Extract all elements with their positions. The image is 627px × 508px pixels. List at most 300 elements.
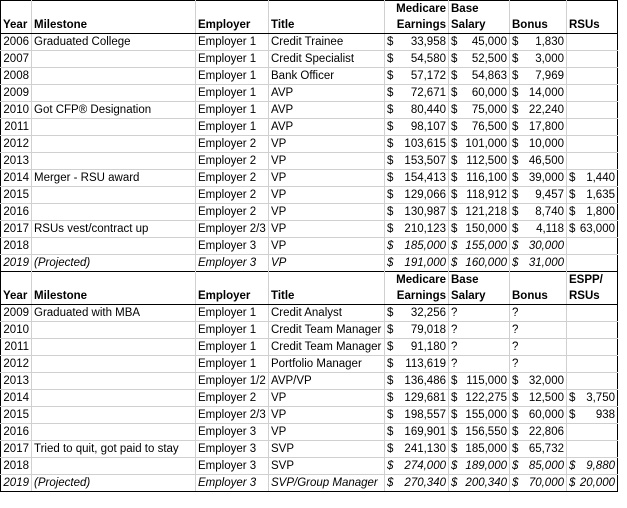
year-cell: 2012 bbox=[1, 356, 32, 373]
year-cell: 2006 bbox=[1, 34, 32, 51]
table-row bbox=[1, 305, 618, 322]
currency-symbol: $ bbox=[512, 392, 519, 404]
earnings-cell bbox=[385, 204, 449, 221]
title-cell: AVP/VP bbox=[269, 373, 385, 390]
amount-value: 7,969 bbox=[535, 70, 564, 82]
header-cell bbox=[269, 272, 385, 289]
currency-symbol: $ bbox=[512, 375, 519, 387]
table-row bbox=[1, 238, 618, 255]
amount-value: 54,863 bbox=[471, 70, 507, 82]
amount-value: 118,912 bbox=[466, 189, 507, 201]
earnings-cell bbox=[385, 119, 449, 136]
employer-cell: Employer 1/2 bbox=[196, 373, 269, 390]
header-base: Salary bbox=[449, 288, 510, 305]
amount-value: 12,500 bbox=[528, 392, 564, 404]
currency-symbol: $ bbox=[387, 358, 394, 370]
amount-value: 79,018 bbox=[410, 324, 446, 336]
amount-value: 136,486 bbox=[404, 375, 446, 387]
header-cell bbox=[1, 1, 32, 18]
currency-symbol: $ bbox=[387, 375, 394, 387]
currency-symbol: $ bbox=[512, 460, 519, 472]
table-row bbox=[1, 204, 618, 221]
milestone-cell bbox=[32, 322, 196, 339]
salary-cell bbox=[449, 458, 510, 475]
currency-symbol: $ bbox=[512, 70, 519, 82]
year-cell: 2015 bbox=[1, 187, 32, 204]
employer-cell: Employer 1 bbox=[196, 68, 269, 85]
table-row bbox=[1, 221, 618, 238]
amount-value: 198,557 bbox=[404, 409, 446, 421]
earnings-cell bbox=[385, 187, 449, 204]
earnings-cell bbox=[385, 34, 449, 51]
currency-symbol: $ bbox=[512, 36, 519, 48]
amount-value: 22,806 bbox=[528, 426, 564, 438]
currency-symbol: $ bbox=[569, 189, 576, 201]
header-cell bbox=[32, 272, 196, 289]
milestone-cell bbox=[32, 68, 196, 85]
amount-value: 85,000 bbox=[528, 460, 564, 472]
header-base-top: Base bbox=[449, 1, 510, 18]
rsus-cell bbox=[567, 34, 618, 51]
header-medicare: Earnings bbox=[385, 288, 449, 305]
currency-symbol: $ bbox=[387, 87, 394, 99]
bonus-cell bbox=[510, 170, 567, 187]
year-cell: 2009 bbox=[1, 305, 32, 322]
year-cell: 2016 bbox=[1, 424, 32, 441]
rsus-cell bbox=[567, 407, 618, 424]
currency-symbol: $ bbox=[512, 257, 519, 269]
title-cell: Credit Team Manager bbox=[269, 339, 385, 356]
earnings-cell bbox=[385, 458, 449, 475]
year-cell: 2016 bbox=[1, 204, 32, 221]
amount-value: 155,000 bbox=[465, 409, 507, 421]
table-row bbox=[1, 339, 618, 356]
title-cell: SVP/Group Manager bbox=[269, 475, 385, 492]
milestone-cell: RSUs vest/contract up bbox=[32, 221, 196, 238]
currency-symbol: $ bbox=[451, 409, 458, 421]
title-cell: VP bbox=[269, 407, 385, 424]
header-cell bbox=[196, 1, 269, 18]
bonus-cell bbox=[510, 119, 567, 136]
bonus-cell bbox=[510, 204, 567, 221]
year-cell: 2017 bbox=[1, 221, 32, 238]
rsus-cell bbox=[567, 170, 618, 187]
table-row bbox=[1, 51, 618, 68]
currency-symbol: $ bbox=[451, 443, 458, 455]
rsus-cell bbox=[567, 187, 618, 204]
currency-symbol: $ bbox=[512, 121, 519, 133]
rsus-cell bbox=[567, 373, 618, 390]
amount-value: 54,580 bbox=[410, 53, 446, 65]
earnings-cell bbox=[385, 390, 449, 407]
bonus-cell: ? bbox=[510, 339, 567, 356]
milestone-cell bbox=[32, 407, 196, 424]
milestone-cell: (Projected) bbox=[32, 255, 196, 272]
employer-cell: Employer 1 bbox=[196, 85, 269, 102]
title-cell: Bank Officer bbox=[269, 68, 385, 85]
employer-cell: Employer 3 bbox=[196, 255, 269, 272]
earnings-cell bbox=[385, 136, 449, 153]
table-row bbox=[1, 68, 618, 85]
title-cell: Credit Analyst bbox=[269, 305, 385, 322]
year-cell: 2014 bbox=[1, 170, 32, 187]
earnings-cell bbox=[385, 85, 449, 102]
amount-value: 150,000 bbox=[465, 223, 507, 235]
amount-value: 160,000 bbox=[465, 257, 507, 269]
title-cell: VP bbox=[269, 204, 385, 221]
rsus-cell bbox=[567, 305, 618, 322]
employer-cell: Employer 2 bbox=[196, 390, 269, 407]
year-cell: 2008 bbox=[1, 68, 32, 85]
employer-cell: Employer 1 bbox=[196, 119, 269, 136]
amount-value: 241,130 bbox=[404, 443, 446, 455]
year-cell: 2010 bbox=[1, 102, 32, 119]
amount-value: 20,000 bbox=[579, 477, 615, 489]
amount-value: 46,500 bbox=[528, 155, 564, 167]
milestone-cell bbox=[32, 136, 196, 153]
employer-cell: Employer 2/3 bbox=[196, 407, 269, 424]
header-cell bbox=[269, 1, 385, 18]
amount-value: 156,550 bbox=[465, 426, 507, 438]
amount-value: 1,800 bbox=[586, 206, 615, 218]
rsus-cell bbox=[567, 356, 618, 373]
salary-cell bbox=[449, 68, 510, 85]
employer-cell: Employer 1 bbox=[196, 34, 269, 51]
rsus-cell bbox=[567, 424, 618, 441]
milestone-cell: Graduated College bbox=[32, 34, 196, 51]
earnings-cell bbox=[385, 221, 449, 238]
title-cell: VP bbox=[269, 238, 385, 255]
currency-symbol: $ bbox=[387, 155, 394, 167]
header-cell bbox=[1, 272, 32, 289]
currency-symbol: $ bbox=[569, 206, 576, 218]
header-cell bbox=[32, 1, 196, 18]
amount-value: 60,000 bbox=[471, 87, 507, 99]
employer-cell: Employer 3 bbox=[196, 424, 269, 441]
rsus-cell bbox=[567, 102, 618, 119]
earnings-cell bbox=[385, 51, 449, 68]
salary-cell bbox=[449, 390, 510, 407]
rsus-cell bbox=[567, 441, 618, 458]
earnings-cell bbox=[385, 356, 449, 373]
currency-symbol: $ bbox=[387, 324, 394, 336]
currency-symbol: $ bbox=[569, 477, 576, 489]
currency-symbol: $ bbox=[569, 392, 576, 404]
amount-value: 80,440 bbox=[410, 104, 446, 116]
table-row bbox=[1, 390, 618, 407]
currency-symbol: $ bbox=[387, 341, 394, 353]
amount-value: 4,118 bbox=[536, 223, 564, 235]
rsus-cell bbox=[567, 339, 618, 356]
salary-cell bbox=[449, 51, 510, 68]
header-cell bbox=[510, 272, 567, 289]
bonus-cell bbox=[510, 85, 567, 102]
currency-symbol: $ bbox=[512, 223, 519, 235]
milestone-cell: Merger - RSU award bbox=[32, 170, 196, 187]
bonus-cell bbox=[510, 255, 567, 272]
currency-symbol: $ bbox=[451, 206, 458, 218]
earnings-cell bbox=[385, 407, 449, 424]
amount-value: 1,440 bbox=[586, 172, 615, 184]
amount-value: 76,500 bbox=[471, 121, 507, 133]
currency-symbol: $ bbox=[512, 189, 519, 201]
amount-value: 17,800 bbox=[528, 121, 564, 133]
bonus-cell bbox=[510, 373, 567, 390]
bonus-cell bbox=[510, 187, 567, 204]
employer-cell: Employer 3 bbox=[196, 475, 269, 492]
salary-cell bbox=[449, 407, 510, 424]
currency-symbol: $ bbox=[569, 409, 576, 421]
salary-cell: ? bbox=[449, 339, 510, 356]
milestone-cell bbox=[32, 238, 196, 255]
amount-value: 200,340 bbox=[465, 477, 507, 489]
salary-cell bbox=[449, 136, 510, 153]
salary-cell: ? bbox=[449, 322, 510, 339]
year-cell: 2015 bbox=[1, 407, 32, 424]
amount-value: 31,000 bbox=[528, 257, 564, 269]
employer-cell: Employer 1 bbox=[196, 356, 269, 373]
rsus-cell bbox=[567, 204, 618, 221]
milestone-cell: (Projected) bbox=[32, 475, 196, 492]
table-row bbox=[1, 322, 618, 339]
currency-symbol: $ bbox=[451, 70, 458, 82]
currency-symbol: $ bbox=[512, 172, 519, 184]
amount-value: 274,000 bbox=[404, 460, 446, 472]
table-row bbox=[1, 102, 618, 119]
rsus-cell bbox=[567, 85, 618, 102]
employer-cell: Employer 2 bbox=[196, 204, 269, 221]
employer-cell: Employer 1 bbox=[196, 305, 269, 322]
header-cell bbox=[510, 1, 567, 18]
employer-cell: Employer 1 bbox=[196, 102, 269, 119]
currency-symbol: $ bbox=[512, 155, 519, 167]
table-row bbox=[1, 441, 618, 458]
amount-value: 30,000 bbox=[528, 240, 564, 252]
title-cell: VP bbox=[269, 153, 385, 170]
amount-value: 169,901 bbox=[404, 426, 446, 438]
currency-symbol: $ bbox=[387, 206, 394, 218]
title-cell: Portfolio Manager bbox=[269, 356, 385, 373]
milestone-cell: Got CFP® Designation bbox=[32, 102, 196, 119]
rsus-cell bbox=[567, 221, 618, 238]
header-employer: Employer bbox=[196, 288, 269, 305]
title-cell: VP bbox=[269, 187, 385, 204]
salary-cell bbox=[449, 475, 510, 492]
year-cell: 2011 bbox=[1, 119, 32, 136]
amount-value: 210,123 bbox=[404, 223, 446, 235]
title-cell: VP bbox=[269, 170, 385, 187]
table-row bbox=[1, 458, 618, 475]
title-cell: SVP bbox=[269, 458, 385, 475]
table-row bbox=[1, 187, 618, 204]
bonus-cell bbox=[510, 51, 567, 68]
currency-symbol: $ bbox=[387, 138, 394, 150]
earnings-cell bbox=[385, 153, 449, 170]
currency-symbol: $ bbox=[451, 121, 458, 133]
salary-cell bbox=[449, 373, 510, 390]
header-employer: Employer bbox=[196, 17, 269, 34]
amount-value: 189,000 bbox=[465, 460, 507, 472]
earnings-cell bbox=[385, 424, 449, 441]
milestone-cell bbox=[32, 339, 196, 356]
year-cell: 2007 bbox=[1, 51, 32, 68]
rsus-cell bbox=[567, 153, 618, 170]
header-row-top bbox=[1, 1, 618, 18]
amount-value: 75,000 bbox=[471, 104, 507, 116]
employer-cell: Employer 2 bbox=[196, 153, 269, 170]
header-cell bbox=[196, 272, 269, 289]
amount-value: 65,732 bbox=[528, 443, 564, 455]
amount-value: 45,000 bbox=[471, 36, 507, 48]
header-rsus-top: ESPP/ bbox=[567, 272, 618, 289]
milestone-cell bbox=[32, 390, 196, 407]
currency-symbol: $ bbox=[512, 240, 519, 252]
amount-value: 154,413 bbox=[404, 172, 446, 184]
rsus-cell bbox=[567, 136, 618, 153]
rsus-cell bbox=[567, 458, 618, 475]
amount-value: 101,000 bbox=[465, 138, 507, 150]
year-cell: 2013 bbox=[1, 373, 32, 390]
employer-cell: Employer 1 bbox=[196, 51, 269, 68]
amount-value: 1,635 bbox=[586, 189, 615, 201]
table-row bbox=[1, 255, 618, 272]
currency-symbol: $ bbox=[512, 87, 519, 99]
salary-cell bbox=[449, 238, 510, 255]
currency-symbol: $ bbox=[512, 53, 519, 65]
salary-cell bbox=[449, 187, 510, 204]
earnings-cell bbox=[385, 339, 449, 356]
year-cell: 2010 bbox=[1, 322, 32, 339]
milestone-cell bbox=[32, 356, 196, 373]
currency-symbol: $ bbox=[387, 307, 394, 319]
bonus-cell bbox=[510, 34, 567, 51]
currency-symbol: $ bbox=[387, 223, 394, 235]
currency-symbol: $ bbox=[451, 104, 458, 116]
amount-value: 191,000 bbox=[404, 257, 446, 269]
table-row bbox=[1, 356, 618, 373]
header-base: Salary bbox=[449, 17, 510, 34]
currency-symbol: $ bbox=[451, 53, 458, 65]
currency-symbol: $ bbox=[387, 240, 394, 252]
amount-value: 129,681 bbox=[404, 392, 446, 404]
employer-cell: Employer 1 bbox=[196, 339, 269, 356]
milestone-cell: Graduated with MBA bbox=[32, 305, 196, 322]
salary-cell: ? bbox=[449, 305, 510, 322]
currency-symbol: $ bbox=[387, 53, 394, 65]
currency-symbol: $ bbox=[451, 257, 458, 269]
currency-symbol: $ bbox=[512, 104, 519, 116]
title-cell: AVP bbox=[269, 85, 385, 102]
header-medicare: Earnings bbox=[385, 17, 449, 34]
amount-value: 112,500 bbox=[466, 155, 507, 167]
header-rsus: RSUs bbox=[567, 17, 618, 34]
title-cell: VP bbox=[269, 424, 385, 441]
salary-cell bbox=[449, 255, 510, 272]
amount-value: 14,000 bbox=[528, 87, 564, 99]
amount-value: 32,256 bbox=[410, 307, 446, 319]
year-cell: 2018 bbox=[1, 458, 32, 475]
amount-value: 185,000 bbox=[404, 240, 446, 252]
employer-cell: Employer 3 bbox=[196, 441, 269, 458]
currency-symbol: $ bbox=[512, 409, 519, 421]
bonus-cell: ? bbox=[510, 305, 567, 322]
currency-symbol: $ bbox=[451, 240, 458, 252]
amount-value: 155,000 bbox=[465, 240, 507, 252]
title-cell: AVP bbox=[269, 102, 385, 119]
amount-value: 52,500 bbox=[471, 53, 507, 65]
header-medicare-top: Medicare bbox=[385, 272, 449, 289]
rsus-cell bbox=[567, 255, 618, 272]
currency-symbol: $ bbox=[387, 36, 394, 48]
milestone-cell bbox=[32, 51, 196, 68]
currency-symbol: $ bbox=[512, 426, 519, 438]
amount-value: 63,000 bbox=[579, 223, 615, 235]
salary-cell bbox=[449, 153, 510, 170]
table-row bbox=[1, 424, 618, 441]
bonus-cell bbox=[510, 102, 567, 119]
table-row bbox=[1, 407, 618, 424]
currency-symbol: $ bbox=[451, 36, 458, 48]
amount-value: 9,457 bbox=[535, 189, 564, 201]
currency-symbol: $ bbox=[451, 155, 458, 167]
table-row bbox=[1, 119, 618, 136]
salary-cell bbox=[449, 119, 510, 136]
amount-value: 116,100 bbox=[466, 172, 507, 184]
header-base-top: Base bbox=[449, 272, 510, 289]
title-cell: SVP bbox=[269, 441, 385, 458]
header-title: Title bbox=[269, 288, 385, 305]
milestone-cell: Tried to quit, got paid to stay bbox=[32, 441, 196, 458]
rsus-cell bbox=[567, 68, 618, 85]
header-row-top bbox=[1, 272, 618, 289]
amount-value: 1,830 bbox=[535, 36, 564, 48]
year-cell: 2017 bbox=[1, 441, 32, 458]
currency-symbol: $ bbox=[512, 138, 519, 150]
currency-symbol: $ bbox=[387, 172, 394, 184]
currency-symbol: $ bbox=[387, 443, 394, 455]
title-cell: VP bbox=[269, 255, 385, 272]
amount-value: 103,615 bbox=[404, 138, 446, 150]
header-bonus: Bonus bbox=[510, 17, 567, 34]
amount-value: 122,275 bbox=[465, 392, 507, 404]
bonus-cell: ? bbox=[510, 356, 567, 373]
employer-cell: Employer 3 bbox=[196, 458, 269, 475]
bonus-cell bbox=[510, 475, 567, 492]
table-row bbox=[1, 475, 618, 492]
amount-value: 3,000 bbox=[535, 53, 564, 65]
header-year: Year bbox=[1, 288, 32, 305]
year-cell: 2012 bbox=[1, 136, 32, 153]
currency-symbol: $ bbox=[451, 172, 458, 184]
currency-symbol: $ bbox=[387, 121, 394, 133]
rsus-cell bbox=[567, 238, 618, 255]
bonus-cell bbox=[510, 458, 567, 475]
currency-symbol: $ bbox=[451, 189, 458, 201]
table-row bbox=[1, 136, 618, 153]
title-cell: VP bbox=[269, 136, 385, 153]
table-row bbox=[1, 34, 618, 51]
table-row bbox=[1, 153, 618, 170]
amount-value: 270,340 bbox=[404, 477, 446, 489]
currency-symbol: $ bbox=[512, 443, 519, 455]
year-cell: 2009 bbox=[1, 85, 32, 102]
employer-cell: Employer 2 bbox=[196, 136, 269, 153]
salary-cell: ? bbox=[449, 356, 510, 373]
rsus-cell bbox=[567, 322, 618, 339]
year-cell: 2014 bbox=[1, 390, 32, 407]
salary-table-2 bbox=[0, 271, 618, 492]
bonus-cell bbox=[510, 390, 567, 407]
